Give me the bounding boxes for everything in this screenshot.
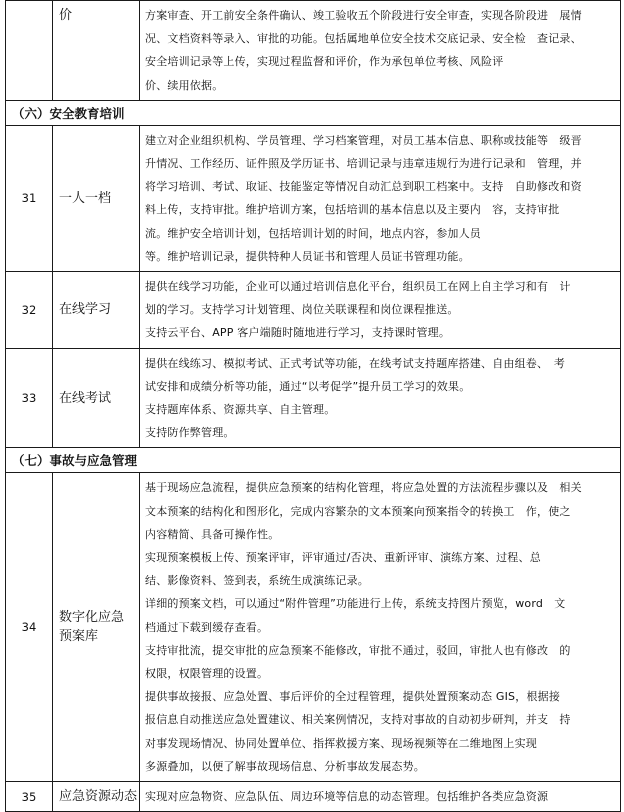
section-title: （七）事故与应急管理 — [6, 448, 621, 473]
section-title: （六）安全教育培训 — [6, 100, 621, 125]
item-name-cell: 价 — [53, 1, 140, 101]
description-line: 方案审查、开工前安全条件确认、竣工验收五个阶段进行安全审查，实现各阶段进 展情 — [145, 9, 582, 22]
section-header-row — [6, 448, 621, 473]
description-line: 支持审批流，提交审批的应急预案不能修改，审批不通过，驳回，审批人也有修改 的 — [145, 643, 571, 657]
item-name-cell: 在线考试 — [53, 348, 140, 448]
description-line: 价、续用依据。 — [145, 78, 224, 92]
table-row — [6, 348, 621, 448]
description-line: 对事发现场情况、协同处置单位、指挥救援方案、现场视频等在二维地图上实现 — [145, 736, 537, 750]
row-number-cell: 31 — [6, 125, 53, 271]
item-description-cell — [140, 272, 621, 349]
item-description-cell — [140, 125, 621, 271]
requirements-table — [5, 0, 621, 812]
description-line: 将学习培训、考试、取证、技能鉴定等情况自动汇总到职工档案中。支持 自助修改和资 — [145, 180, 582, 194]
description-line: 基于现场应急流程，提供应急预案的结构化管理，将应急处置的方法流程步骤以及 相关 — [145, 481, 582, 495]
description-line: 文本预案的结构化和图形化，完成内容繁杂的文本预案向预案指令的转换工 作，使之 — [145, 504, 571, 518]
description-line: 况、文档资料等录入、审批的功能。包括属地单位安全技术交底记录、安全检 查记录、 — [145, 32, 582, 46]
description-line: 实现预案模板上传、预案评审，评审通过/否决、重新评审、演练方案、过程、总 — [145, 551, 541, 565]
table-row — [6, 782, 621, 812]
row-number-cell: 35 — [6, 782, 53, 812]
row-number-cell — [6, 1, 53, 101]
table-row — [6, 1, 621, 101]
description-line: 升情况、工作经历、证件照及学历证书、培训记录与违章违规行为进行记录和 管理，并 — [145, 157, 582, 171]
table-row — [6, 272, 621, 349]
description-line: 提供在线练习、模拟考试、正式考试等功能，在线考试支持题库搭建、自由组卷、 考 — [145, 356, 566, 370]
item-name-cell: 在线学习 — [53, 272, 140, 349]
description-line: 支持题库体系、资源共享、自主管理。 — [145, 403, 336, 417]
description-line: 料上传，支持审批。维护培训方案，包括培训的基本信息以及主要内 容，支持审批 — [145, 203, 560, 217]
item-description-cell — [140, 782, 621, 812]
description-line: 支持云平台、APP 客户端随时随地进行学习，支持课时管理。 — [145, 326, 451, 340]
description-line: 划的学习。支持学习计划管理、岗位关联课程和岗位课程推送。 — [145, 303, 459, 317]
item-description-cell — [140, 1, 621, 101]
item-name-cell: 一人一档 — [53, 125, 140, 271]
description-line: 详细的预案文档，可以通过“附件管理”功能进行上传，系统支持图片预览，word 文 — [145, 597, 566, 611]
description-line: 提供事故接报、应急处置、事后评价的全过程管理，提供处置预案动态 GIS，根据接 — [145, 690, 561, 704]
table-row — [6, 125, 621, 271]
description-line: 支持防作弊管理。 — [145, 426, 235, 440]
description-line: 报信息自动推送应急处置建议、相关案例情况，支持对事故的自动初步研判，并支 持 — [145, 713, 571, 727]
document-page — [5, 0, 620, 812]
description-line: 档通过下载到缓存查看。 — [145, 620, 269, 634]
item-name-cell: 数字化应急预案库 — [53, 473, 140, 782]
table-row — [6, 473, 621, 782]
section-header-row — [6, 100, 621, 125]
description-line: 流。维护安全培训计划，包括培训计划的时间，地点内容，参加人员 — [145, 226, 481, 240]
item-name-cell: 应急资源动态 — [53, 782, 140, 812]
description-line: 多源叠加，以便了解事故现场信息、分析事故发展态势。 — [145, 759, 425, 773]
description-line: 结、影像资料、签到表，系统生成演练记录。 — [145, 574, 369, 588]
description-line: 安全培训记录等上传，实现过程监督和评价，作为承包单位考核、风险评 — [145, 55, 504, 69]
description-line: 提供在线学习功能，企业可以通过培训信息化平台，组织员工在网上自主学习和有 计 — [145, 280, 571, 294]
description-line: 等。维护培训记录，提供特种人员证书和管理人员证书管理功能。 — [145, 249, 470, 263]
description-line: 实现对应急物资、应急队伍、周边环境等信息的动态管理。包括维护各类应急资源 — [145, 790, 549, 804]
row-number-cell: 32 — [6, 272, 53, 349]
description-line: 建立对企业组织机构、学员管理、学习档案管理，对员工基本信息、职称或技能等 级晋 — [145, 133, 582, 147]
item-description-cell — [140, 473, 621, 782]
description-line: 内容精简、具备可操作性。 — [145, 527, 280, 541]
row-number-cell: 34 — [6, 473, 53, 782]
item-description-cell — [140, 348, 621, 448]
description-line: 试安排和成绩分析等功能，通过“以考促学”提升员工学习的效果。 — [145, 379, 471, 393]
row-number-cell: 33 — [6, 348, 53, 448]
description-line: 权限，权限管理的设置。 — [145, 667, 269, 681]
